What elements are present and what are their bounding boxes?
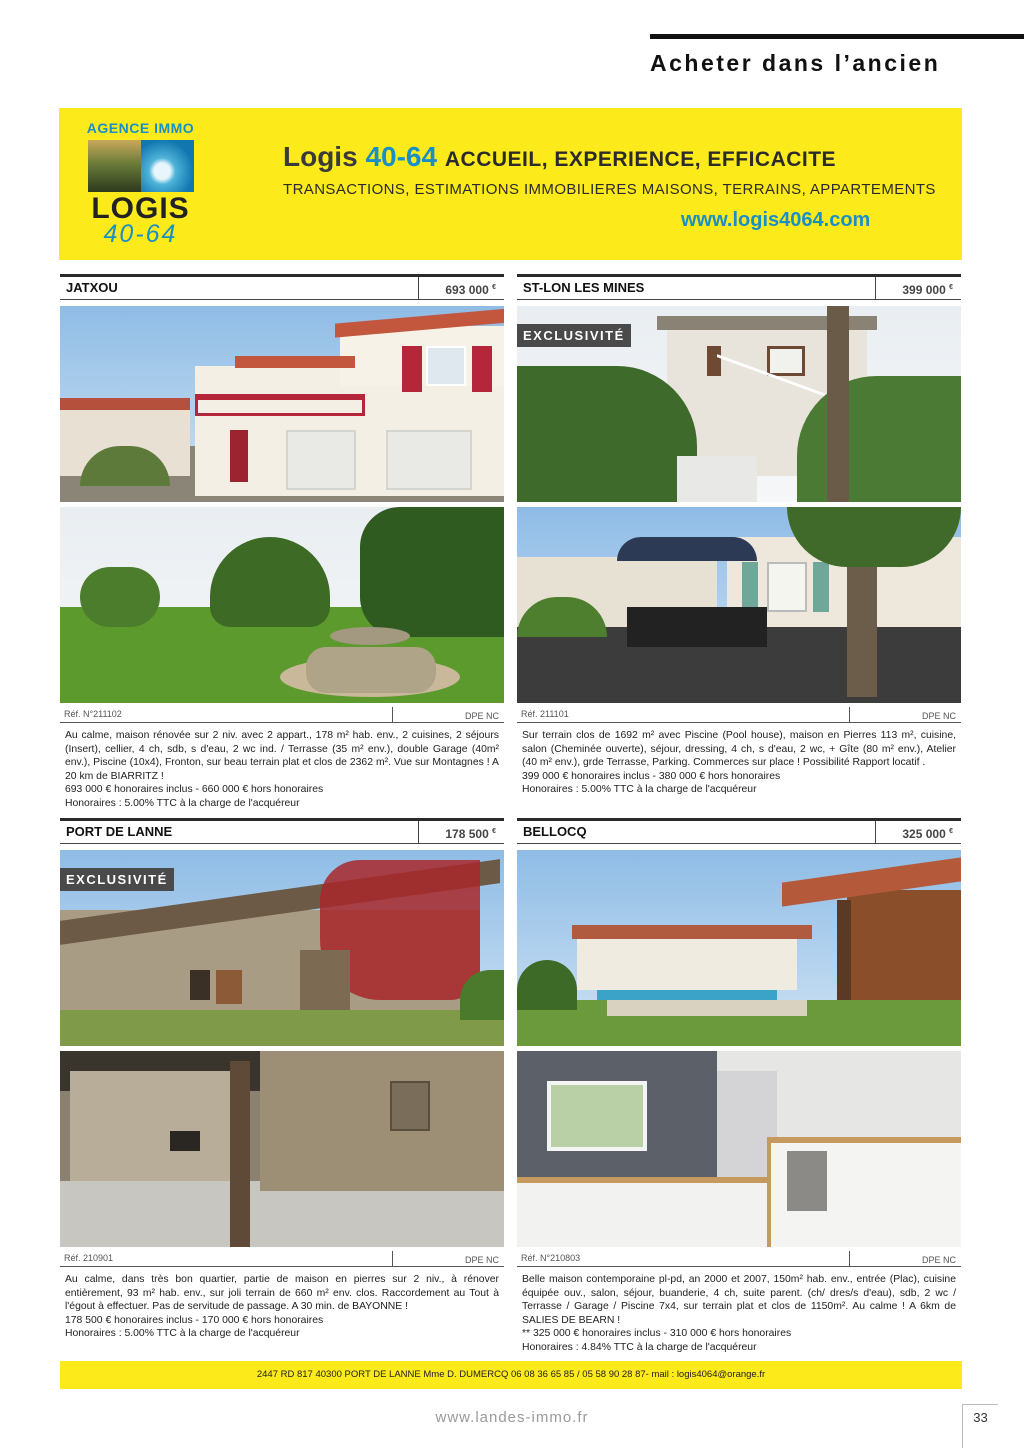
listing-header [60, 818, 504, 844]
listing-card-port-de-lanne [60, 818, 504, 1341]
logo-top-text: AGENCE IMMO [86, 120, 195, 136]
listing-price: 325 000 € [875, 821, 961, 843]
magazine-website[interactable]: www.landes-immo.fr [435, 1409, 589, 1426]
listing-photo-garden[interactable] [60, 507, 504, 703]
listing-fees: Honoraires : 4.84% TTC à la charge de l'acquéreur [522, 1341, 757, 1353]
listing-meta [60, 1251, 504, 1267]
exclusivity-badge: EXCLUSIVITÉ [517, 324, 631, 347]
listing-meta [517, 707, 961, 723]
listing-description [60, 729, 504, 811]
listing-price-line: ** 325 000 € honoraires inclus - 310 000 € hors honoraires [522, 1328, 792, 1340]
banner-brand: Logis [283, 141, 358, 172]
banner-tagline: ACCUEIL, EXPERIENCE, EFFICACITE [444, 148, 837, 171]
listing-description [517, 729, 961, 797]
listing-photo-interior[interactable] [60, 1051, 504, 1247]
listing-town: PORT DE LANNE [66, 824, 173, 839]
listing-price: 693 000 € [418, 277, 504, 299]
listing-price: 399 000 € [875, 277, 961, 299]
listing-photo-modern-house[interactable] [517, 850, 961, 1046]
listing-town: BELLOCQ [523, 824, 587, 839]
listing-town: JATXOU [66, 280, 118, 295]
listing-meta [60, 707, 504, 723]
listing-town: ST-LON LES MINES [523, 280, 645, 295]
listing-description [517, 1273, 961, 1355]
listing-reference: Réf. N°211102 [64, 709, 122, 719]
logo-wave-graphic [141, 140, 194, 192]
section-title: Acheter dans l’ancien [650, 50, 941, 76]
logo-forest-graphic [88, 140, 141, 192]
agency-banner [59, 108, 962, 260]
banner-brand-number: 40-64 [365, 141, 438, 172]
listing-photo-house[interactable] [60, 306, 504, 502]
exclusivity-badge: EXCLUSIVITÉ [60, 868, 174, 891]
listing-photo-kitchen[interactable] [517, 1051, 961, 1247]
listing-header [60, 274, 504, 300]
listing-description-text: Au calme, dans très bon quartier, partie de maison en pierres sur 2 niv., à rénover entièrement, 93 m² hab. env., sur joli terrain de 660 m² env. clos. Raccordement au Tout à l'égout à effectuer. Pas de servitude de passage. A 30 min. de BAYONNE ! [65, 1274, 499, 1313]
banner-services: TRANSACTIONS, ESTIMATIONS IMMOBILIERES MAISONS, TERRAINS, APPARTEMENTS [283, 181, 936, 198]
contact-bar: 2447 RD 817 40300 PORT DE LANNE Mme D. DUMERCQ 06 08 36 65 85 / 05 58 90 28 87- mail : logis4064@orange.fr [60, 1361, 962, 1389]
listing-reference: Réf. 211101 [521, 709, 569, 719]
listing-reference: Réf. N°210803 [521, 1253, 581, 1263]
banner-website-link[interactable]: www.logis4064.com [681, 209, 871, 231]
listing-card-jatxou [60, 274, 504, 811]
listing-dpe: DPE NC [849, 1251, 961, 1266]
banner-headline [283, 141, 836, 173]
listing-meta [517, 1251, 961, 1267]
listing-header [517, 274, 961, 300]
listing-dpe: DPE NC [849, 707, 961, 722]
listing-header [517, 818, 961, 844]
listing-description-text: Au calme, maison rénovée sur 2 niv. avec 2 appart., 178 m² hab. env., 2 cuisines, 2 séjours (Insert), cellier, 4 ch, sdb, s d'eau, 2 wc ind. / Terrasse (35 m² env.), double Garage (40m² env.), Piscine (10x4), Fronton, sur beau terrain plat et clos de 2362 m². Vue sur Montagnes ! A 20 km de BIARRITZ ! [65, 730, 499, 782]
listing-dpe: DPE NC [392, 707, 504, 722]
listing-price-line: 399 000 € honoraires inclus - 380 000 € hors honoraires [522, 770, 781, 782]
listing-price-line: 178 500 € honoraires inclus - 170 000 € hors honoraires [65, 1314, 324, 1326]
listing-price: 178 500 € [418, 821, 504, 843]
listing-card-st-lon-les-mines [517, 274, 961, 797]
listing-fees: Honoraires : 5.00% TTC à la charge de l'acquéreur [65, 797, 300, 809]
logo-name: LOGIS [91, 192, 190, 225]
listing-description-text: Sur terrain clos de 1692 m² avec Piscine (Pool house), maison en Pierres 113 m², cuisine, salon (Cheminée ouverte), séjour, dressing, 4 ch, s d'eau, 2 wc, + Gîte (80 m² env.), Atelier (40 m² env.), grde Terrasse, Parking. Commerces sur place ! Possibilité Rapport locatif . [522, 730, 956, 769]
listing-dpe: DPE NC [392, 1251, 504, 1266]
listing-description-text: Belle maison contemporaine pl-pd, an 2000 et 2007, 150m² hab. env., entrée (Plac), cuisine équipée ouv., salon, séjour, buanderie, 4 ch, suite parent. (ch/ dres/s d'eau), sdb, 2 wc / Terrasse / Garage / Piscine 7x4, sur terrain plat et clos de 1150m². Au calme ! A 6km de SALIES DE BEARN ! [522, 1274, 956, 1326]
listing-fees: Honoraires : 5.00% TTC à la charge de l'acquéreur [65, 1328, 300, 1340]
listing-description [60, 1273, 504, 1341]
header-rule [650, 34, 1024, 39]
listing-photo-terrace[interactable] [517, 507, 961, 703]
logo-number: 40-64 [103, 220, 178, 248]
listing-card-bellocq [517, 818, 961, 1355]
logo-image [88, 140, 194, 192]
page-number: 33 [962, 1404, 998, 1448]
listing-reference: Réf. 210901 [64, 1253, 114, 1263]
listing-fees: Honoraires : 5.00% TTC à la charge de l'acquéreur [522, 784, 757, 796]
listing-price-line: 693 000 € honoraires inclus - 660 000 € hors honoraires [65, 784, 324, 796]
agency-logo [83, 120, 198, 250]
